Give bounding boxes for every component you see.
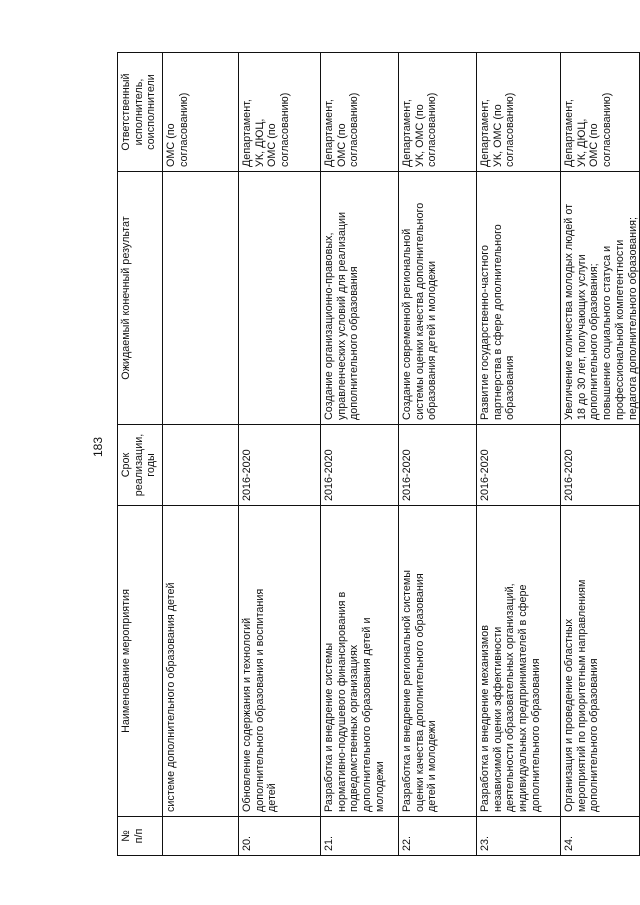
table-cell: Развитие государственно-частного партнерства в сфере дополнительного образования bbox=[479, 224, 517, 420]
table-cell: Создание современной региональной системы оценки качества дополнительного образования детей и молодежи bbox=[401, 202, 439, 420]
table-cell: 22. bbox=[401, 835, 414, 851]
table-cell: 2016-2020 bbox=[562, 449, 575, 501]
table-cell: Департамент, УК, ДЮЦ, ОМС (по согласованию) bbox=[562, 92, 613, 167]
table-cell: 2016-2020 bbox=[401, 449, 414, 501]
table-cell: 23. bbox=[479, 835, 492, 851]
table-cell: Разработка и внедрение системы нормативно-подушевого финансирования в подведомственных организациях дополнительного образования детей и молодежи bbox=[322, 591, 386, 812]
table-column-executor bbox=[118, 53, 640, 172]
table-cell: 20. bbox=[241, 835, 254, 851]
table-cell: Департамент, УК, ДЮЦ, ОМС (по согласованию) bbox=[241, 92, 292, 167]
table-cell: Обновление содержания и технологий дополнительного образования и воспитания детей bbox=[241, 588, 279, 812]
table-cell: Департамент, ОМС (по согласованию) bbox=[322, 92, 361, 167]
table-cell: Организация и проведение областных мероприятий по приоритетным направлениям дополнительного образования bbox=[562, 579, 601, 812]
table-cell: системе дополнительного образования детей bbox=[164, 582, 177, 812]
table-cell: ОМС (по согласованию) bbox=[164, 92, 190, 167]
header-result: Ожидаемый конечный результат bbox=[120, 216, 132, 380]
table-cell: Разработка и внедрение механизмов независимой оценки эффективности деятельности образовательных организаций, индивидуальных предпринимателей в сфере дополнительного образования bbox=[479, 583, 543, 812]
page-number: 183 bbox=[91, 436, 105, 458]
measures-table bbox=[117, 52, 640, 856]
header-num: № п/п bbox=[120, 828, 145, 844]
table-cell: 24. bbox=[562, 835, 575, 851]
table-column-name bbox=[118, 506, 640, 817]
table-cell: 21. bbox=[322, 835, 335, 851]
table-cell: Разработка и внедрение региональной системы оценки качества дополнительного образования детей и молодежи bbox=[401, 569, 439, 812]
table-cell: Департамент, УК, ОМС (по согласованию) bbox=[401, 92, 439, 167]
table-column-term bbox=[118, 425, 640, 506]
table-cell: 2016-2020 bbox=[479, 449, 492, 501]
table-cell: 2016-2020 bbox=[322, 449, 335, 501]
table-column-result bbox=[118, 172, 640, 425]
header-term: Срок реализации, годы bbox=[120, 433, 158, 497]
table-column-num bbox=[118, 817, 640, 856]
table-cell: Создание организационно-правовых, управленческих условий для реализации дополнительного образования bbox=[322, 211, 361, 420]
header-name: Наименование мероприятия bbox=[120, 589, 132, 733]
table-cell: Департамент, УК, ОМС (по согласованию) bbox=[479, 92, 517, 167]
header-executor: Ответственный исполнитель, соисполнители bbox=[120, 73, 158, 151]
table-cell: Увеличение количества молодых людей от 18 до 30 лет, получающих услуги дополнительного образования; повышение социального статуса и профессиональной компетентности педагога дополнительного образования; bbox=[562, 203, 639, 420]
table-cell: 2016-2020 bbox=[241, 449, 254, 501]
